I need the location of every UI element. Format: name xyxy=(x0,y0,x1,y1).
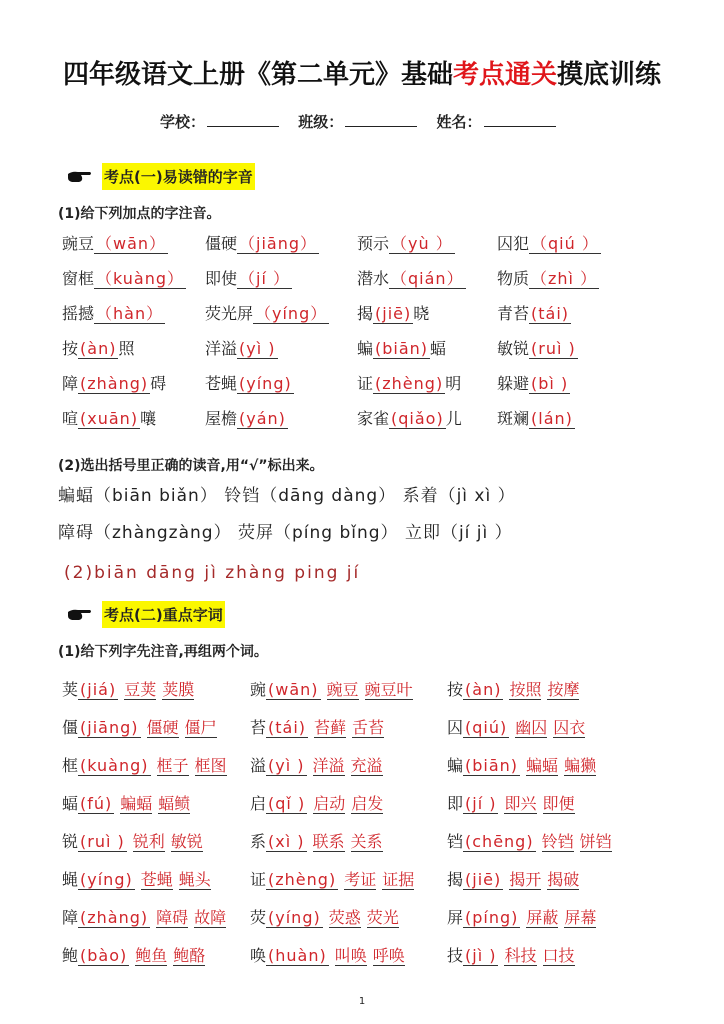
word-text: 蝙 xyxy=(357,339,374,358)
pinyin-answer[interactable]: (bì ) xyxy=(531,374,569,393)
option-line: 蝙蝠（biān biǎn） 铃铛（dāng dàng） 系着（jì xì ） xyxy=(58,486,516,506)
word-text: 摇撼 xyxy=(62,304,95,323)
table-row xyxy=(0,715,724,743)
word-text: 即使 xyxy=(205,269,238,288)
table-row xyxy=(0,677,724,705)
word-text: 晓 xyxy=(413,304,430,323)
character: 屏 xyxy=(447,908,464,927)
word-answer[interactable]: 故障 xyxy=(194,908,227,927)
character: 蝇 xyxy=(62,870,79,889)
title-highlight: 考点通关 xyxy=(452,60,557,90)
pinyin-answer[interactable]: (xuān) xyxy=(80,409,139,428)
word-text: 按 xyxy=(62,339,79,358)
character: 证 xyxy=(250,870,267,889)
character: 囚 xyxy=(447,718,464,737)
word-answer[interactable]: 即兴 xyxy=(504,794,537,813)
pinyin-answer[interactable]: （jí ） xyxy=(239,269,290,288)
table-row xyxy=(0,266,724,294)
list-item xyxy=(447,943,575,966)
word-answer[interactable]: 铃铛 xyxy=(541,832,574,851)
school-blank[interactable] xyxy=(207,112,279,127)
word-answer[interactable]: 僵尸 xyxy=(184,718,217,737)
title-part: 四年级语文上册《第二单元》基础 xyxy=(62,60,453,90)
word-answer[interactable]: 揭破 xyxy=(547,870,580,889)
list-item xyxy=(62,371,166,394)
list-item xyxy=(62,336,134,359)
table-row xyxy=(0,791,724,819)
word-answer[interactable]: 证据 xyxy=(382,870,415,889)
word-text: 蝠 xyxy=(430,339,447,358)
list-item xyxy=(447,829,612,852)
pinyin-answer[interactable]: （wān） xyxy=(96,234,167,253)
character: 荧 xyxy=(250,908,267,927)
list-item xyxy=(205,266,292,289)
character: 按 xyxy=(447,680,464,699)
pinyin-answer[interactable]: (yán) xyxy=(239,409,286,428)
name-blank[interactable] xyxy=(484,112,556,127)
word-text: 屋檐 xyxy=(205,409,238,428)
word-answer[interactable]: 蝠鲼 xyxy=(158,794,191,813)
pinyin-answer[interactable]: (wān) xyxy=(268,680,319,699)
word-text: 窗框 xyxy=(62,269,95,288)
word-text: 物质 xyxy=(497,269,530,288)
table-row xyxy=(0,943,724,971)
word-text: 豌豆 xyxy=(62,234,95,253)
character: 荚 xyxy=(62,680,79,699)
school-label: 学校： xyxy=(160,113,206,131)
character: 豌 xyxy=(250,680,267,699)
pinyin-answer[interactable]: (fú) xyxy=(80,794,113,813)
word-text: 洋溢 xyxy=(205,339,238,358)
list-item xyxy=(62,231,168,254)
pinyin-answer[interactable]: (biān) xyxy=(465,756,519,775)
question-2-label: (2)选出括号里正确的读音,用“√”标出来。 xyxy=(58,458,324,474)
character: 苔 xyxy=(250,718,267,737)
pinyin-answer[interactable]: (xì ) xyxy=(268,832,305,851)
section-title: 考点(一)易读错的字音 xyxy=(102,163,255,190)
word-text: 明 xyxy=(445,374,462,393)
word-answer[interactable]: 按照 xyxy=(509,680,542,699)
word-text: 照 xyxy=(118,339,135,358)
word-text: 碍 xyxy=(150,374,167,393)
word-answer[interactable]: 豌豆 xyxy=(326,680,359,699)
word-answer[interactable]: 关系 xyxy=(350,832,383,851)
list-item xyxy=(447,715,585,738)
word-answer[interactable]: 障碍 xyxy=(156,908,189,927)
list-item xyxy=(447,791,575,814)
pinyin-answer[interactable]: (jì ) xyxy=(465,946,497,965)
table-row xyxy=(0,406,724,434)
character: 锐 xyxy=(62,832,79,851)
list-item xyxy=(447,905,596,928)
name-label: 姓名： xyxy=(436,113,482,131)
list-item xyxy=(205,371,294,394)
list-item xyxy=(497,266,599,289)
table-row xyxy=(0,753,724,781)
pinyin-answer[interactable]: (yíng) xyxy=(80,870,133,889)
word-text: 家雀 xyxy=(357,409,390,428)
word-answer[interactable]: 即便 xyxy=(542,794,575,813)
word-text: 青苔 xyxy=(497,304,530,323)
word-text: 斑斓 xyxy=(497,409,530,428)
answer-line: (2)biān dāng jì zhàng ping jí xyxy=(64,563,361,583)
list-item xyxy=(497,371,570,394)
list-item xyxy=(447,753,596,776)
pinyin-answer[interactable]: (jiē) xyxy=(375,304,412,323)
list-item xyxy=(205,336,278,359)
table-row xyxy=(0,829,724,857)
word-text: 预示 xyxy=(357,234,390,253)
pinyin-answer[interactable]: （hàn） xyxy=(96,304,164,323)
word-answer[interactable]: 豌豆叶 xyxy=(364,680,413,699)
word-answer[interactable]: 荚膜 xyxy=(162,680,195,699)
word-text: 苍蝇 xyxy=(205,374,238,393)
pinyin-answer[interactable]: (zhàng) xyxy=(80,374,149,393)
word-text: 荧光屏 xyxy=(205,304,254,323)
list-item xyxy=(357,266,466,289)
pinyin-answer[interactable]: (qiǎo) xyxy=(391,409,444,428)
pinyin-answer[interactable]: （qiú ） xyxy=(531,234,599,253)
table-row xyxy=(0,905,724,933)
pointing-hand-icon xyxy=(66,607,92,623)
list-item xyxy=(447,677,579,700)
pinyin-answer[interactable]: (ruì ) xyxy=(531,339,576,358)
pinyin-answer[interactable]: (tái) xyxy=(268,718,307,737)
word-answer[interactable]: 苔藓 xyxy=(314,718,347,737)
word-text: 躲避 xyxy=(497,374,530,393)
option-line: 障碍（zhàngzàng） 荧屏（píng bǐng） 立即（jí jì ） xyxy=(58,523,513,543)
list-item xyxy=(62,753,227,776)
word-text: 囚犯 xyxy=(497,234,530,253)
character: 框 xyxy=(62,756,79,775)
pinyin-answer[interactable]: (píng) xyxy=(465,908,519,927)
pinyin-answer[interactable]: (kuàng) xyxy=(80,756,149,775)
word-answer[interactable]: 启动 xyxy=(313,794,346,813)
list-item xyxy=(357,371,461,394)
list-item xyxy=(62,943,205,966)
word-text: 僵硬 xyxy=(205,234,238,253)
list-item xyxy=(250,677,413,700)
word-answer[interactable]: 考证 xyxy=(344,870,377,889)
table-row xyxy=(0,301,724,329)
page-number: 1 xyxy=(358,996,366,1007)
character: 揭 xyxy=(447,870,464,889)
character: 即 xyxy=(447,794,464,813)
pinyin-answer[interactable]: (ruì ) xyxy=(80,832,125,851)
list-item xyxy=(205,231,319,254)
list-item xyxy=(62,677,194,700)
list-item xyxy=(62,301,165,324)
list-item xyxy=(250,943,405,966)
word-answer[interactable]: 敏锐 xyxy=(170,832,203,851)
character: 唤 xyxy=(250,946,267,965)
question-1-label: (1)给下列加点的字注音。 xyxy=(58,206,221,222)
word-text: 揭 xyxy=(357,304,374,323)
pinyin-answer[interactable]: (biān) xyxy=(375,339,429,358)
character: 障 xyxy=(62,908,79,927)
list-item xyxy=(62,867,211,890)
list-item xyxy=(447,867,579,890)
word-answer[interactable]: 囚衣 xyxy=(553,718,586,737)
pinyin-answer[interactable]: （yíng） xyxy=(255,304,328,323)
word-answer[interactable]: 鲍鱼 xyxy=(135,946,168,965)
pinyin-answer[interactable]: (yì ) xyxy=(268,756,305,775)
word-answer[interactable]: 屏幕 xyxy=(564,908,597,927)
character: 溢 xyxy=(250,756,267,775)
word-answer[interactable]: 蝙蝠 xyxy=(120,794,153,813)
word-answer[interactable]: 锐利 xyxy=(132,832,165,851)
list-item xyxy=(357,231,455,254)
table-row xyxy=(0,867,724,895)
list-item xyxy=(357,336,446,359)
list-item xyxy=(250,715,384,738)
word-answer[interactable]: 蝇头 xyxy=(178,870,211,889)
character: 铛 xyxy=(447,832,464,851)
list-item xyxy=(250,753,383,776)
word-answer[interactable]: 饼铛 xyxy=(579,832,612,851)
word-answer[interactable]: 苍蝇 xyxy=(140,870,173,889)
section1-heading xyxy=(66,163,255,190)
character: 僵 xyxy=(62,718,79,737)
list-item xyxy=(250,867,414,890)
pinyin-answer[interactable]: (lán) xyxy=(531,409,573,428)
word-text: 敏锐 xyxy=(497,339,530,358)
word-answer[interactable]: 鲍酪 xyxy=(173,946,206,965)
word-answer[interactable]: 屏蔽 xyxy=(526,908,559,927)
question-1-label: (1)给下列字先注音,再组两个词。 xyxy=(58,644,268,660)
character: 系 xyxy=(250,832,267,851)
list-item xyxy=(250,829,383,852)
list-item xyxy=(62,905,226,928)
word-text: 障 xyxy=(62,374,79,393)
word-text: 喧 xyxy=(62,409,79,428)
word-answer[interactable]: 科技 xyxy=(504,946,537,965)
word-answer[interactable]: 框子 xyxy=(156,756,189,775)
pinyin-answer[interactable]: (jí ) xyxy=(465,794,497,813)
word-text: 嚷 xyxy=(140,409,157,428)
section2-heading xyxy=(66,601,225,628)
list-item xyxy=(357,406,462,429)
class-label: 班级： xyxy=(298,113,344,131)
list-item xyxy=(62,266,186,289)
list-item xyxy=(250,905,399,928)
list-item xyxy=(357,301,429,324)
word-answer[interactable]: 启发 xyxy=(351,794,384,813)
word-answer[interactable]: 联系 xyxy=(312,832,345,851)
word-answer[interactable]: 洋溢 xyxy=(312,756,345,775)
pinyin-answer[interactable]: (jiá) xyxy=(80,680,117,699)
word-answer[interactable]: 框图 xyxy=(194,756,227,775)
word-answer[interactable]: 蝙獭 xyxy=(564,756,597,775)
character: 鲍 xyxy=(62,946,79,965)
list-item xyxy=(497,301,571,324)
word-answer[interactable]: 舌苔 xyxy=(352,718,385,737)
character: 蝙 xyxy=(447,756,464,775)
pinyin-answer[interactable]: (huàn) xyxy=(268,946,327,965)
pinyin-answer[interactable]: （yù ） xyxy=(391,234,453,253)
title-part: 摸底训练 xyxy=(557,60,662,90)
list-item xyxy=(497,406,575,429)
pointing-hand-icon xyxy=(66,169,92,185)
pinyin-answer[interactable]: (qiú) xyxy=(465,718,508,737)
pinyin-answer[interactable]: （qián） xyxy=(391,269,464,288)
list-item xyxy=(62,715,217,738)
pinyin-answer[interactable]: (yíng) xyxy=(268,908,321,927)
pinyin-answer[interactable]: (zhèng) xyxy=(375,374,444,393)
list-item xyxy=(497,336,578,359)
character: 启 xyxy=(250,794,267,813)
list-item xyxy=(62,406,156,429)
page-title xyxy=(0,54,724,91)
class-blank[interactable] xyxy=(345,112,417,127)
word-text: 证 xyxy=(357,374,374,393)
pinyin-answer[interactable]: （kuàng） xyxy=(96,269,185,288)
pinyin-answer[interactable]: (tái) xyxy=(531,304,570,323)
pinyin-answer[interactable]: (qǐ ) xyxy=(268,794,306,813)
list-item xyxy=(250,791,383,814)
word-answer[interactable]: 叫唤 xyxy=(334,946,367,965)
word-answer[interactable]: 豆荚 xyxy=(124,680,157,699)
pinyin-answer[interactable]: (yíng) xyxy=(239,374,292,393)
word-answer[interactable]: 充溢 xyxy=(350,756,383,775)
word-answer[interactable]: 呼唤 xyxy=(372,946,405,965)
word-text: 儿 xyxy=(445,409,462,428)
pinyin-answer[interactable]: (bào) xyxy=(80,946,128,965)
list-item xyxy=(205,301,329,324)
pinyin-answer[interactable]: （jiāng） xyxy=(239,234,318,253)
section-title: 考点(二)重点字词 xyxy=(102,601,225,628)
pinyin-answer[interactable]: (àn) xyxy=(465,680,502,699)
pinyin-answer[interactable]: (zhàng) xyxy=(80,908,149,927)
table-row xyxy=(0,231,724,259)
pinyin-answer[interactable]: （zhì ） xyxy=(531,269,598,288)
word-answer[interactable]: 口技 xyxy=(542,946,575,965)
word-answer[interactable]: 荧光 xyxy=(366,908,399,927)
word-answer[interactable]: 蝙蝠 xyxy=(526,756,559,775)
list-item xyxy=(62,791,190,814)
word-answer[interactable]: 揭开 xyxy=(509,870,542,889)
list-item xyxy=(497,231,601,254)
word-answer[interactable]: 荧惑 xyxy=(328,908,361,927)
list-item xyxy=(62,829,203,852)
pinyin-answer[interactable]: (chēng) xyxy=(465,832,534,851)
word-answer[interactable]: 按摩 xyxy=(547,680,580,699)
student-info-form xyxy=(160,111,570,132)
pinyin-answer[interactable]: (àn) xyxy=(80,339,117,358)
word-answer[interactable]: 僵硬 xyxy=(146,718,179,737)
word-answer[interactable]: 幽囚 xyxy=(515,718,548,737)
table-row xyxy=(0,371,724,399)
character: 蝠 xyxy=(62,794,79,813)
pinyin-answer[interactable]: (jiāng) xyxy=(80,718,139,737)
table-row xyxy=(0,336,724,364)
character: 技 xyxy=(447,946,464,965)
list-item xyxy=(205,406,288,429)
pinyin-answer[interactable]: (yì ) xyxy=(239,339,276,358)
pinyin-answer[interactable]: (zhèng) xyxy=(268,870,337,889)
word-text: 潜水 xyxy=(357,269,390,288)
pinyin-answer[interactable]: (jiē) xyxy=(465,870,502,889)
